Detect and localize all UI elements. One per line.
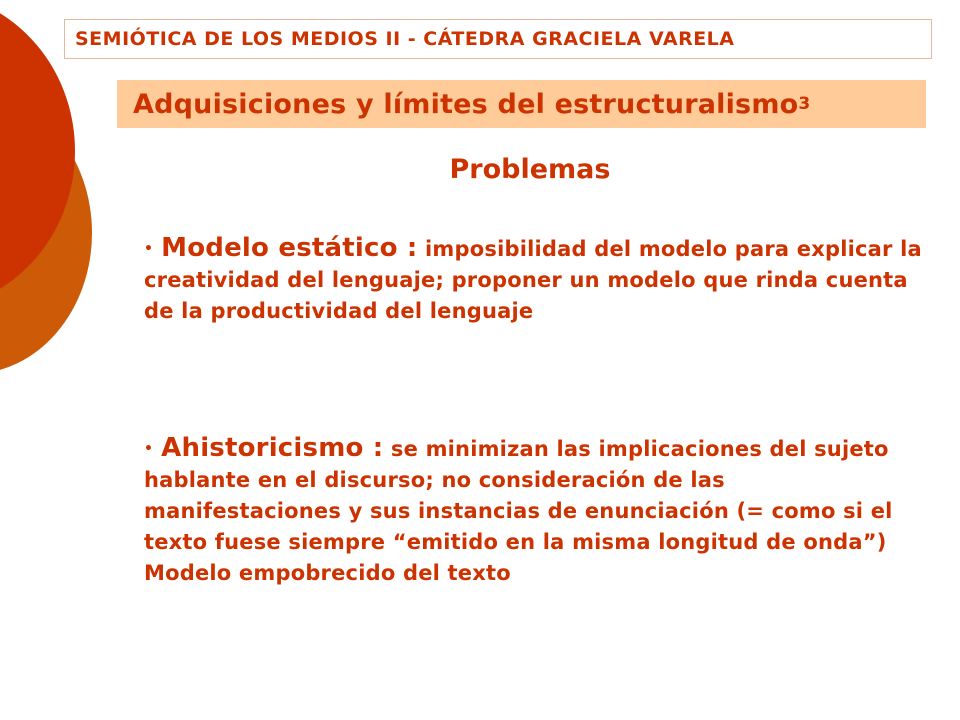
bullet-text: se minimizan las implicaciones del sujeto hablante en el discurso; no consideración de las manifestaciones y sus instancias de enunciación (= como si el texto fuese siempre “emitido en la misma longitud de onda”) Modelo empobrecido del texto [144, 437, 893, 585]
bullet-item [144, 233, 924, 327]
section-subtitle: Problemas [449, 154, 611, 185]
slide-title-subscript: 3 [798, 94, 811, 114]
slide-title [117, 80, 926, 128]
bullet-text: imposibilidad del modelo para explicar la creatividad del lenguaje; proponer un modelo que rinda cuenta de la productividad del lenguaje [144, 237, 922, 323]
slide-title-text: Adquisiciones y límites del estructuralismo [133, 88, 799, 120]
bullet-dot-icon: • [144, 241, 154, 257]
bullet-term: Modelo estático : [161, 233, 418, 263]
bullet-dot-icon: • [144, 441, 154, 457]
course-header-text: SEMIÓTICA DE LOS MEDIOS II - CÁTEDRA GRACIELA VARELA [75, 28, 735, 50]
bullet-term: Ahistoricismo : [161, 433, 384, 463]
bullet-item [144, 433, 924, 589]
course-header [64, 19, 932, 59]
